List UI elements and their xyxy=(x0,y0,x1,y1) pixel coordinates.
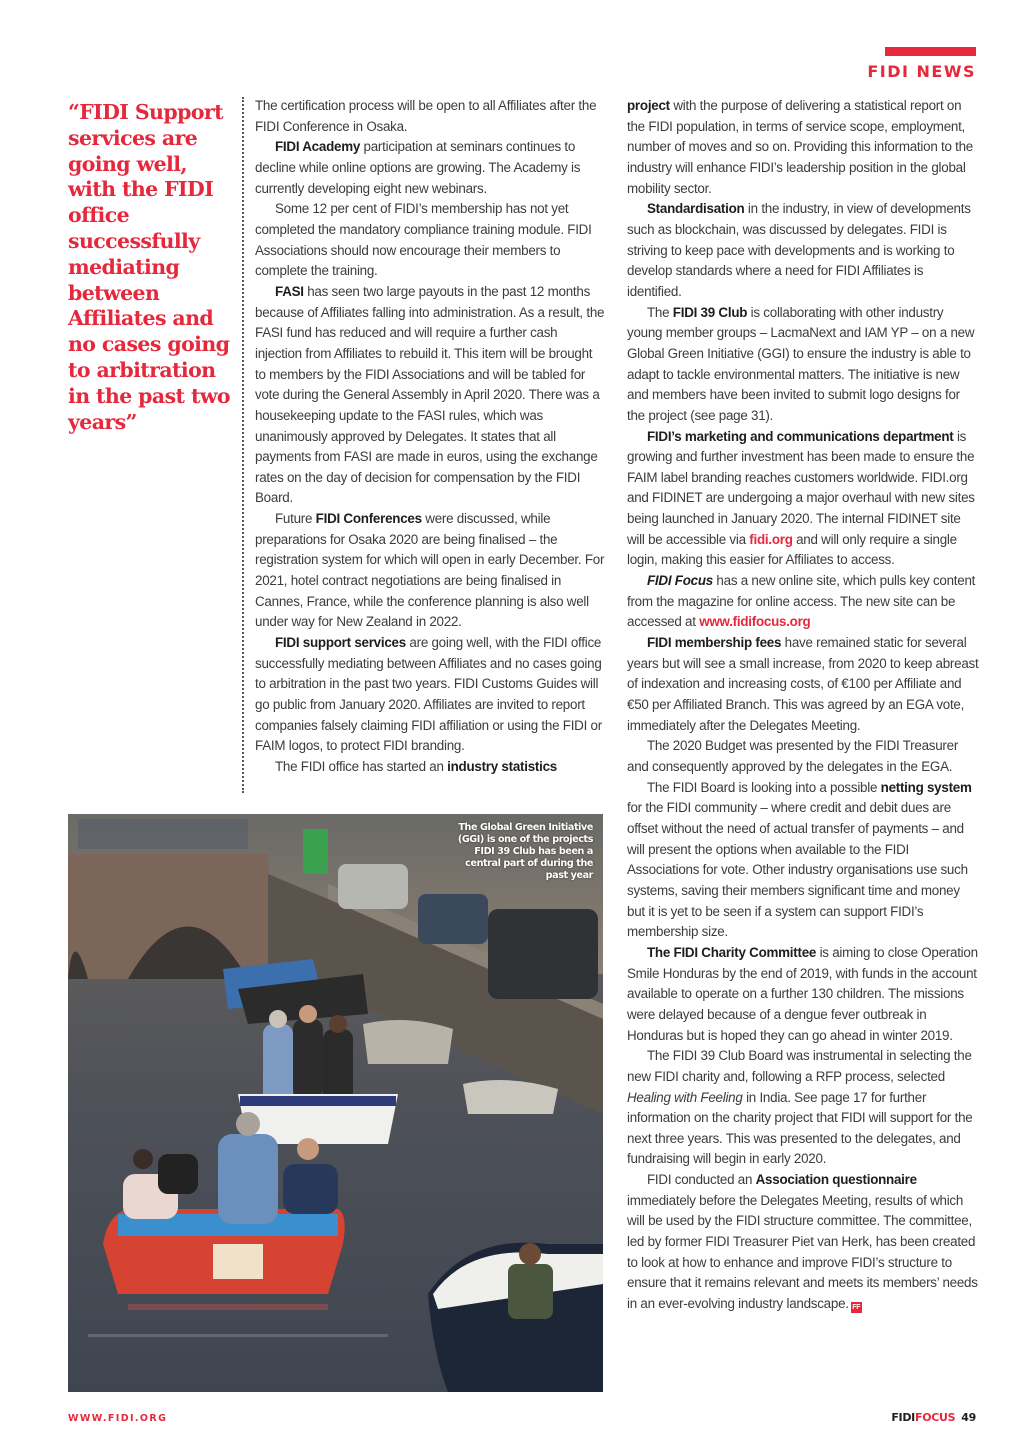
paragraph xyxy=(627,778,979,943)
fidifocus-link[interactable]: www.fidifocus.org xyxy=(699,614,811,630)
paragraph xyxy=(627,427,979,572)
canal-boats-illustration xyxy=(68,814,603,1392)
paragraph xyxy=(627,1046,979,1170)
paragraph-text: is growing and further investment has been made to ensure the FAIM label branding reaches customers worldwide. FIDI.org and FIDINET are undergoing a major overhaul with new sites being launched in January 2020. The internal FIDINET site will be accessible via xyxy=(627,428,975,547)
paragraph xyxy=(627,96,979,199)
bold-lead: FIDI 39 Club xyxy=(672,304,748,320)
paragraph xyxy=(255,282,605,509)
paragraph-text: is aiming to close Operation Smile Honduras by the end of 2019, with funds in the account available to operate on a further 130 children. The missions were delayed because of a dengue fever outbreak in Honduras but is hoped they can go ahead in winter 2019. xyxy=(627,944,978,1043)
bold-lead: netting system xyxy=(880,779,972,795)
brand-fidi: FIDI xyxy=(891,1411,915,1424)
paragraph-text: The FIDI office has started an xyxy=(275,759,448,774)
fidi-org-link[interactable]: fidi.org xyxy=(749,531,793,547)
paragraph xyxy=(627,199,979,302)
pull-quote: “FIDI Support services are going well, with the FIDI office successfully mediating between Affiliates and no cases going to arbitration in the past two years” xyxy=(68,100,230,434)
paragraph-text: The certification process will be open to all Affiliates after the FIDI Conference in Osaka. xyxy=(255,98,597,134)
bold-lead: FIDI Focus xyxy=(647,573,713,589)
paragraph-text: Future xyxy=(275,511,316,527)
paragraph xyxy=(255,757,605,778)
paragraph xyxy=(627,943,979,1046)
paragraph xyxy=(627,303,979,427)
paragraph-text: participation at seminars continues to decline while online options are growing. The Academy is currently developing eight new webinars. xyxy=(255,139,581,196)
bold-lead: FIDI Academy xyxy=(275,139,361,155)
bold-lead: FIDI support services xyxy=(275,635,406,651)
paragraph xyxy=(627,633,979,736)
bold-lead: FIDI’s marketing and communications department xyxy=(647,428,954,444)
paragraph-text: immediately before the Delegates Meeting, results of which will be used by the FIDI structure committee. The committee, led by former FIDI Treasurer Piet van Herk, has been created to look at how to enhance and improve FIDI’s structure to ensure that it remains relevant and meets its members’ needs in an ever-evolving industry landscape. xyxy=(627,1192,978,1312)
paragraph-text: The xyxy=(647,304,673,320)
article-photo xyxy=(68,814,603,1392)
paragraph-text: has seen two large payouts in the past 12 months because of Affiliates falling into administration. As a result, the FASI fund has reduced and will require a further cash injection from Affiliates to rebuild it. This item will be brought to members by the FIDI Associations and will be tabled for vote during the General Assembly in April 2020. There was a housekeeping update to the FASI rules, which was unanimously approved by Delegates. It states that all payments from FASI are made in euros, using the exchange rates on the day of decision for compensation by the FIDI Board. xyxy=(255,283,605,506)
bold-lead: industry statistics xyxy=(447,759,557,774)
bold-lead: FASI xyxy=(275,283,304,299)
photo-caption: The Global Green Initiative (GGI) is one of the projects FIDI 39 Club has been a central part of during the past year xyxy=(457,822,593,881)
bold-lead: FIDI Conferences xyxy=(315,511,422,527)
paragraph xyxy=(627,571,979,633)
paragraph-text: for the FIDI community – where credit and debit dues are offset without the need of actual transfer of payments – and will present the options when available to the FIDI Associations for vote. Other industry organisations use such systems, saving their members significant time and money but it is yet to be seen if a system can support FIDI’s membership size. xyxy=(627,800,968,940)
paragraph xyxy=(255,509,605,633)
paragraph-text: and will only require a single login, making this easier for Affiliates to access. xyxy=(627,531,957,568)
dotted-column-divider xyxy=(242,97,244,793)
bold-lead: FIDI membership fees xyxy=(647,635,782,651)
paragraph-text: Some 12 per cent of FIDI’s membership has not yet completed the mandatory compliance training module. FIDI Associations should now encourage their members to complete the training. xyxy=(255,201,592,279)
paragraph-text: FIDI conducted an xyxy=(647,1172,756,1188)
italic-title: Healing with Feeling xyxy=(627,1089,743,1105)
paragraph xyxy=(255,199,605,282)
paragraph-text: The 2020 Budget was presented by the FIDI Treasurer and consequently approved by the delegates in the EGA. xyxy=(627,738,959,774)
paragraph-text: is collaborating with other industry young member groups – LacmaNext and IAM YP – on a new Global Green Initiative (GGI) to ensure the industry is able to adapt to tackle environmental matters. The initiative is new and members have been invited to submit logo designs for the project (see page 31). xyxy=(627,304,975,423)
paragraph-text: are going well, with the FIDI office successfully mediating between Affiliates and no cases going to arbitration in the past two years. FIDI Customs Guides will go public from January 2020. Affiliates are invited to report companies falsely claiming FIDI affiliation or using the FIDI or FAIM logos, to protect FIDI branding. xyxy=(255,635,602,754)
paragraph xyxy=(627,1170,979,1315)
footer-website[interactable]: WWW.FIDI.ORG xyxy=(68,1413,168,1424)
paragraph-text: in the industry, in view of developments such as blockchain, was discussed by delegates. FIDI is striving to keep pace with developments and is working to develop standards where a need for FIDI Affiliates is identified. xyxy=(627,201,971,299)
paragraph xyxy=(627,736,979,777)
standing-man xyxy=(218,1134,278,1224)
paragraph-text: were discussed, while preparations for Osaka 2020 are being finalised – the registration system for which will open in early December. For 2021, hotel contract negotiations are being finalised in Cannes, France, while the conference planning is also well under way for New Zealand in 2022. xyxy=(255,511,605,630)
bold-lead: project xyxy=(627,98,670,113)
paragraph xyxy=(255,633,605,757)
bold-lead: Association questionnaire xyxy=(755,1172,917,1188)
page-number: 49 xyxy=(961,1411,976,1424)
bold-lead: Standardisation xyxy=(647,201,745,217)
paragraph-text: has a new online site, which pulls key content from the magazine for online access. The new site can be accessed at xyxy=(627,573,976,630)
bold-lead: The FIDI Charity Committee xyxy=(647,944,817,960)
article-column-right xyxy=(627,96,979,1315)
section-label: FIDI NEWS xyxy=(867,62,976,81)
footer-branding xyxy=(891,1411,976,1424)
end-mark-icon: FF xyxy=(852,1304,861,1312)
paragraph-text: have remained static for several years but will see a small increase, from 2020 to keep abreast of indexation and increasing costs, of €100 per Affiliate and €50 per Affiliated Branch. This was agreed by an EGA vote, immediately after the Delegates Meeting. xyxy=(627,635,979,733)
paragraph-text: with the purpose of delivering a statistical report on the FIDI population, in terms of service scope, employment, number of moves and so on. Providing this information to the industry will enhance FIDI’s leadership position in the global mobility sector. xyxy=(627,98,973,196)
paragraph-text: The FIDI Board is looking into a possible xyxy=(647,779,881,795)
brand-focus: FOCUS xyxy=(914,1411,956,1424)
header-accent-bar xyxy=(885,47,976,56)
paragraph xyxy=(255,96,605,137)
paragraph xyxy=(255,137,605,199)
article-column-middle xyxy=(255,96,605,778)
paragraph-text: The FIDI 39 Club Board was instrumental in selecting the new FIDI charity and, following a RFP process, selected xyxy=(627,1048,972,1084)
paragraph-text: in India. See page 17 for further information on the charity project that FIDI will support for the next three years. This was presented to the delegates, and fundraising will begin in early 2020. xyxy=(627,1089,973,1167)
